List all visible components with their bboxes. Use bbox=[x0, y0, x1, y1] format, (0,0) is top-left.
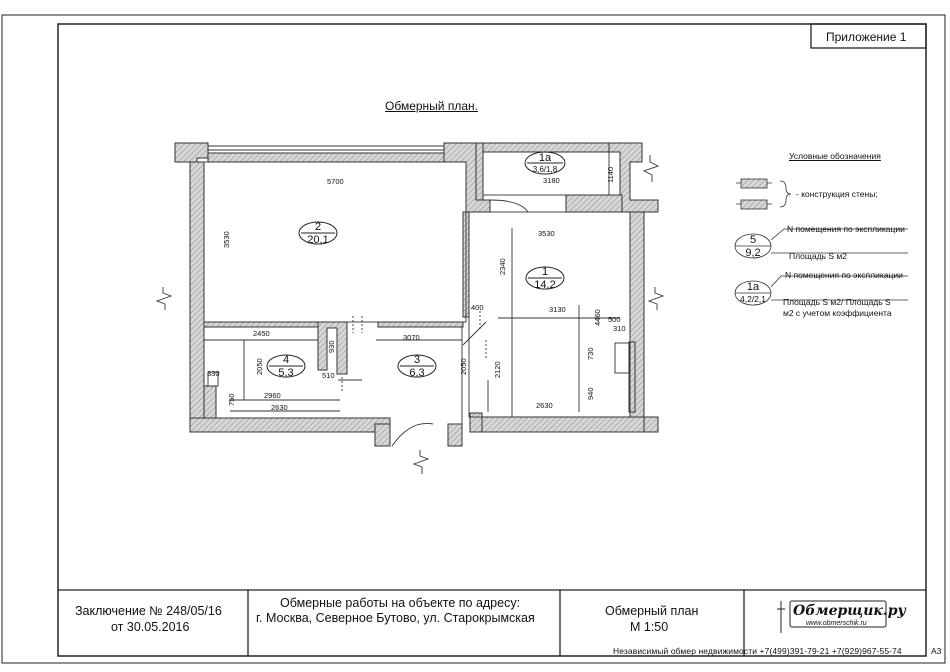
room-3-num: 3 bbox=[413, 354, 421, 366]
address-line-1: Обмерные работы на объекте по адресу: bbox=[280, 596, 521, 610]
address-line-2: г. Москва, Северное Бутово, ул. Старокрымская bbox=[256, 611, 535, 625]
dim-2630-left: 2630 bbox=[271, 403, 288, 412]
dim-750: 750 bbox=[227, 393, 236, 406]
room-2-area: 20,1 bbox=[307, 234, 329, 246]
legend-sample2-label-bottom-1: Площадь S м2/ Площадь S bbox=[783, 297, 891, 307]
room-1-num: 1 bbox=[541, 266, 549, 278]
appendix-label: Приложение 1 bbox=[826, 30, 907, 44]
dim-2630-right: 2630 bbox=[536, 401, 553, 410]
dim-2340: 2340 bbox=[498, 258, 507, 275]
legend-sample1-label-top: N помещения по экспликации bbox=[787, 224, 905, 234]
outer-frame bbox=[2, 15, 945, 663]
room-1-area: 14,2 bbox=[534, 279, 556, 291]
room-4-num: 4 bbox=[282, 354, 290, 366]
dim-730: 730 bbox=[586, 347, 595, 360]
dim-940: 940 bbox=[586, 387, 595, 400]
legend-sample2-label-bottom-2: м2 с учетом коэффициента bbox=[783, 308, 892, 318]
company-logo: Обмерщик.ру bbox=[793, 603, 906, 619]
plan-title: Обмерный план. bbox=[385, 99, 478, 113]
dim-2120: 2120 bbox=[493, 361, 502, 378]
dim-500: 500 bbox=[608, 315, 621, 324]
legend-sample2-area: 4,2/2,1 bbox=[740, 294, 766, 304]
dim-2450: 2450 bbox=[253, 329, 270, 338]
dim-3070: 3070 bbox=[403, 333, 420, 342]
dim-4460: 4460 bbox=[593, 309, 602, 326]
room-2-num: 2 bbox=[314, 221, 322, 233]
dim-3180: 3180 bbox=[543, 176, 560, 185]
dim-1140: 1140 bbox=[606, 166, 615, 183]
dim-330: 330 bbox=[207, 369, 220, 378]
dim-510: 510 bbox=[322, 371, 335, 380]
dim-930: 930 bbox=[327, 340, 336, 353]
conclusion-number: Заключение № 248/05/16 bbox=[75, 604, 222, 618]
inner-frame bbox=[58, 24, 926, 656]
sheet-format: А3 bbox=[931, 646, 942, 656]
legend-sample2-num: 1а bbox=[746, 281, 760, 293]
dim-2050-left: 2050 bbox=[255, 358, 264, 375]
room-3-area: 6,3 bbox=[409, 367, 425, 379]
plan-name: Обмерный план bbox=[605, 604, 699, 618]
room-1a-area: 3,6/1,8 bbox=[532, 165, 558, 174]
legend-sample2-label-top: N помещения по экспликации bbox=[785, 270, 903, 280]
room-4-area: 5,3 bbox=[278, 367, 294, 379]
dim-5700: 5700 bbox=[327, 177, 344, 186]
dim-3530-left: 3530 bbox=[222, 231, 231, 248]
conclusion-date: от 30.05.2016 bbox=[111, 620, 190, 634]
plan-scale: М 1:50 bbox=[630, 620, 669, 634]
dim-310: 310 bbox=[613, 324, 626, 333]
legend-sample1-label-bottom: Площадь S м2 bbox=[789, 251, 847, 261]
legend-sample1-num: 5 bbox=[749, 234, 757, 246]
legend-wall-label: - конструкция стены; bbox=[796, 189, 878, 199]
dim-2050-mid: 2050 bbox=[459, 358, 468, 375]
dim-400: 400 bbox=[471, 303, 484, 312]
dim-3130: 3130 bbox=[549, 305, 566, 314]
room-labels bbox=[267, 152, 565, 377]
legend-title: Условные обозначения bbox=[789, 151, 881, 161]
dim-2960: 2960 bbox=[264, 391, 281, 400]
company-url: www.obmerschik.ru bbox=[806, 620, 867, 627]
legend-sample1-area: 9,2 bbox=[745, 247, 761, 259]
footer-contacts: Независимый обмер недвижимости +7(499)391-79-21 +7(929)967-55-74 bbox=[613, 646, 902, 656]
dim-3530-right: 3530 bbox=[538, 229, 555, 238]
room-1a-num: 1а bbox=[538, 152, 552, 164]
appendix-box bbox=[811, 24, 926, 48]
